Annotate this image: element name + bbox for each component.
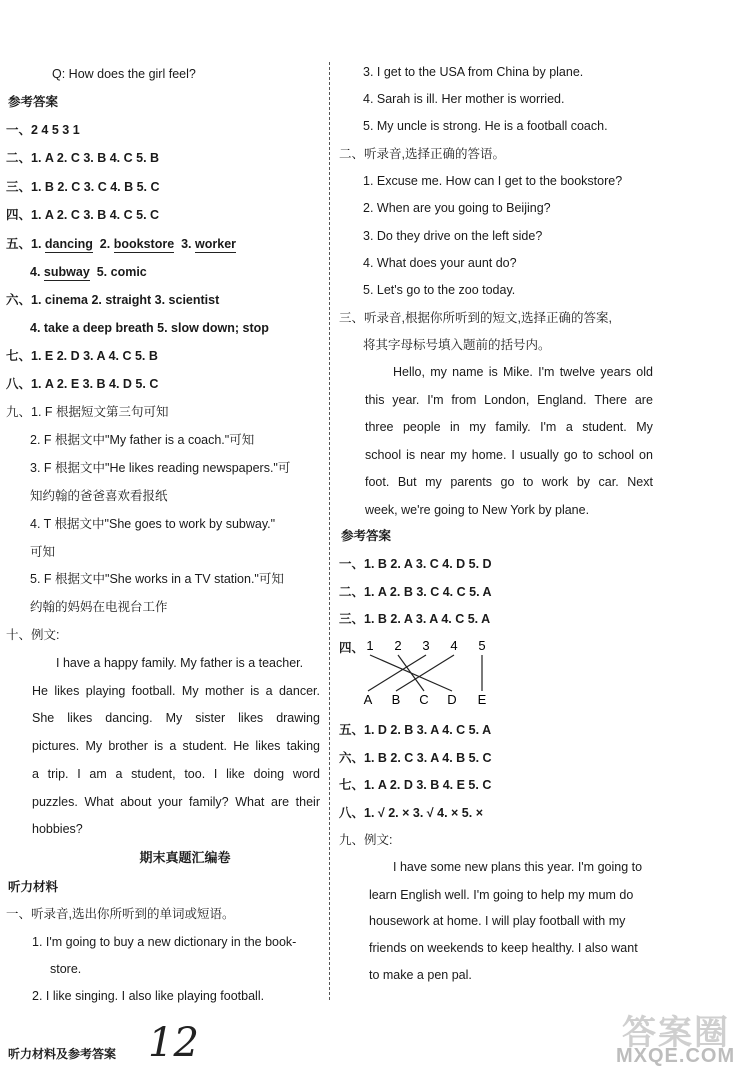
passage-word: are bbox=[634, 392, 653, 407]
answer-section-9-item-4b: 可知 bbox=[30, 545, 56, 559]
essay-line bbox=[32, 766, 320, 782]
answer-word-bookstore: bookstore bbox=[113, 237, 175, 251]
answer-section-4: 四、1. A 2. C 3. B 4. C 5. C bbox=[6, 208, 160, 222]
passage-word: this bbox=[365, 392, 385, 407]
right-answer-2: 二、1. A 2. B 3. C 4. C 5. A bbox=[339, 585, 492, 599]
passage-word: is bbox=[406, 447, 416, 462]
passage-word: parents bbox=[450, 475, 493, 489]
answer-section-1: 一、2 4 5 3 1 bbox=[6, 123, 80, 137]
listening-section-2-item-4: 4. What does your aunt do? bbox=[363, 256, 517, 270]
listening-item-1a: 1. I'm going to buy a new dictionary in the book- bbox=[32, 935, 297, 949]
answer-section-9-item-1: 九、1. F 根据短文第三句可知 bbox=[6, 405, 169, 419]
essay-word: like bbox=[226, 766, 245, 781]
passage-word: work bbox=[541, 475, 569, 489]
passage-word: in bbox=[450, 420, 460, 434]
essay-line bbox=[32, 710, 320, 726]
passage-word: name bbox=[452, 365, 484, 379]
passage-line bbox=[393, 364, 653, 380]
passage-word: England. bbox=[537, 392, 587, 407]
handwritten-page-number: 12 bbox=[148, 1020, 199, 1066]
passage-word: Mike. bbox=[503, 365, 533, 379]
essay-word: mother bbox=[204, 683, 244, 698]
answer-heading: 参考答案 bbox=[8, 95, 59, 109]
column-divider bbox=[329, 62, 330, 1000]
passage-word: school bbox=[597, 447, 635, 462]
essay-word: drawing bbox=[276, 711, 320, 726]
answer-section-8: 八、1. A 2. E 3. B 4. D 5. C bbox=[6, 377, 159, 391]
passage-word: twelve bbox=[559, 365, 596, 379]
essay-word: doing bbox=[253, 766, 285, 781]
answer-rest: 5. comic bbox=[96, 265, 147, 279]
passage-word: my bbox=[425, 475, 442, 489]
passage-word: Next bbox=[627, 475, 653, 489]
essay-word: likes bbox=[67, 711, 93, 726]
essay-word: pictures. bbox=[32, 739, 80, 754]
listening-section-1: 一、听录音,选出你所听到的单词或短语。 bbox=[6, 907, 235, 921]
essay-word: student, bbox=[131, 766, 176, 781]
passage-word: school bbox=[365, 447, 402, 462]
answer-word-worker: worker bbox=[195, 237, 237, 251]
passage-line: week, we're going to New York by plane. bbox=[365, 502, 590, 517]
essay2-line-1: I have some new plans this year. I'm going to bbox=[393, 860, 643, 874]
match-top-label: 3 bbox=[422, 640, 430, 653]
essay-word: trip. bbox=[47, 766, 69, 781]
watermark-logo bbox=[610, 1005, 750, 1071]
essay-line bbox=[32, 794, 320, 810]
passage-word: family. bbox=[495, 420, 531, 434]
answer-section-9-item-3a: 3. F 根据文中"He likes reading newspapers."可 bbox=[30, 461, 291, 475]
passage-word: car. bbox=[598, 475, 619, 489]
essay-word: playing bbox=[85, 683, 126, 698]
answer-section-6b: 4. take a deep breath 5. slow down; stop bbox=[30, 321, 269, 335]
listening-item-4: 4. Sarah is ill. Her mother is worried. bbox=[363, 92, 565, 106]
essay-word: likes bbox=[54, 683, 80, 698]
listening-section-2: 二、听录音,选择正确的答语。 bbox=[339, 147, 505, 161]
right-answer-8: 八、1. √ 2. × 3. √ 4. × 5. × bbox=[339, 806, 484, 820]
essay-line bbox=[32, 683, 320, 699]
essay-word: about bbox=[120, 794, 152, 809]
essay-word: likes bbox=[238, 711, 264, 726]
essay-word: He bbox=[233, 739, 250, 754]
match-top-label: 2 bbox=[394, 640, 402, 653]
essay2-line-4: friends on weekends to keep healthy. I also want bbox=[369, 941, 638, 955]
right-answer-6: 六、1. B 2. C 3. A 4. B 5. C bbox=[339, 751, 492, 765]
right-answer-5: 五、1. D 2. B 3. A 4. C 5. A bbox=[339, 723, 492, 737]
passage-word: my bbox=[469, 420, 486, 434]
answer-section-9-item-5b: 约翰的妈妈在电视台工作 bbox=[30, 600, 168, 614]
essay-word: likes bbox=[255, 739, 281, 754]
listening-section-3a: 三、听录音,根据你所听到的短文,选择正确的答案, bbox=[339, 311, 612, 325]
passage-word: a bbox=[565, 420, 573, 434]
exam-title: 期末真题汇编卷 bbox=[139, 850, 231, 865]
match-line bbox=[368, 655, 426, 691]
passage-word: on bbox=[639, 447, 653, 462]
essay-word: a bbox=[265, 683, 273, 698]
match-bottom-label: D bbox=[447, 692, 457, 707]
essay-word: sister bbox=[195, 711, 226, 726]
match-top-label: 5 bbox=[478, 640, 486, 653]
essay-word: He bbox=[32, 683, 48, 698]
listening-item-1b: store. bbox=[50, 962, 82, 976]
matching-lines bbox=[368, 655, 482, 691]
passage-line bbox=[365, 419, 653, 435]
essay-word: dancer. bbox=[278, 683, 320, 698]
essay-word: word bbox=[292, 766, 320, 781]
passage-word: years bbox=[600, 365, 631, 379]
match-line bbox=[396, 655, 454, 691]
essay-word: football. bbox=[131, 683, 176, 698]
section-5-prefix: 五、1. bbox=[6, 237, 42, 251]
essay-word: My bbox=[181, 683, 199, 698]
essay-word: is bbox=[154, 739, 164, 754]
match-top-label: 1 bbox=[366, 640, 374, 653]
passage-word: I'm bbox=[540, 420, 557, 434]
answer-word-dancing: dancing bbox=[44, 237, 93, 251]
match-bottom-label: C bbox=[419, 692, 429, 707]
essay-word: What bbox=[235, 794, 265, 809]
answer-section-3: 三、1. B 2. C 3. C 4. B 5. C bbox=[6, 180, 160, 194]
essay-word: family? bbox=[189, 794, 229, 809]
passage-word: to bbox=[522, 475, 534, 489]
passage-word: I'm bbox=[538, 365, 555, 379]
essay-word: your bbox=[158, 794, 183, 809]
essay2-line-3: housework at home. I will play football with my bbox=[369, 914, 626, 928]
right-answer-7: 七、1. A 2. D 3. B 4. E 5. C bbox=[339, 778, 492, 792]
answer-section-2: 二、1. A 2. C 3. B 4. C 5. B bbox=[6, 151, 160, 165]
answer-number-2: 2. bbox=[99, 237, 111, 251]
passage-word: year. bbox=[392, 392, 420, 407]
passage-word: by bbox=[576, 475, 591, 489]
essay-line bbox=[32, 738, 320, 754]
answer-section-9-item-5a: 5. F 根据文中"She works in a TV station."可知 bbox=[30, 572, 284, 586]
listening-section-2-item-3: 3. Do they drive on the left side? bbox=[363, 229, 543, 243]
essay-word: What bbox=[84, 794, 114, 809]
answer-section-9-item-4a: 4. T 根据文中"She goes to work by subway." bbox=[30, 517, 276, 531]
essay-line: I have a happy family. My father is a teacher. bbox=[56, 656, 304, 670]
page-footer: 听力材料及参考答案 bbox=[8, 1047, 117, 1061]
match-bottom-label: B bbox=[391, 692, 401, 707]
answer-section-9-item-3b: 知约翰的爸爸喜欢看报纸 bbox=[30, 489, 168, 503]
essay-word: puzzles. bbox=[32, 794, 78, 809]
essay-word: taking bbox=[286, 739, 320, 754]
answer-number-3: 3. bbox=[181, 237, 192, 251]
passage-word: my bbox=[450, 447, 467, 462]
essay-word: a bbox=[115, 766, 123, 781]
question-line: Q: How does the girl feel? bbox=[52, 67, 196, 81]
passage-word: to bbox=[582, 447, 593, 462]
essay-word: student. bbox=[182, 739, 228, 754]
right-answer-3: 三、1. B 2. A 3. A 4. C 5. A bbox=[339, 612, 491, 626]
listening-section-3b: 将其字母标号填入题前的括号内。 bbox=[363, 338, 551, 352]
passage-word: from bbox=[451, 392, 477, 407]
watermark-url: MXQE.COM bbox=[616, 1045, 736, 1067]
passage-word: three bbox=[365, 420, 394, 434]
essay-word: She bbox=[32, 711, 55, 726]
passage-word: foot. bbox=[365, 475, 390, 489]
right-answer-4-label: 四、 bbox=[339, 641, 365, 655]
essay-word: I bbox=[77, 766, 81, 781]
match-bottom-label: A bbox=[363, 692, 373, 707]
answer-section-5 bbox=[6, 236, 236, 252]
passage-word: my bbox=[430, 365, 447, 379]
right-answer-9: 九、例文: bbox=[339, 833, 393, 847]
passage-line bbox=[365, 447, 653, 463]
listening-section-2-item-5: 5. Let's go to the zoo today. bbox=[363, 283, 516, 297]
listening-item-3: 3. I get to the USA from China by plane. bbox=[363, 65, 584, 79]
passage-word: I'm bbox=[427, 392, 444, 407]
passage-word: usually bbox=[519, 447, 559, 462]
answer-section-10: 十、例文: bbox=[6, 628, 60, 642]
match-line bbox=[398, 655, 424, 691]
essay-word: brother bbox=[108, 739, 148, 754]
essay-word: a bbox=[169, 739, 177, 754]
essay-word: their bbox=[295, 794, 320, 809]
essay2-line-2: learn English well. I'm going to help my mum do bbox=[369, 888, 634, 902]
answer-heading-right: 参考答案 bbox=[341, 529, 392, 543]
passage-line bbox=[365, 474, 653, 490]
answer-word-subway: subway bbox=[43, 265, 90, 279]
essay-word: too. bbox=[184, 766, 206, 781]
listening-heading: 听力材料 bbox=[8, 880, 59, 894]
essay-word: is bbox=[250, 683, 260, 698]
passage-word: Hello, bbox=[393, 365, 425, 379]
match-top-label: 4 bbox=[450, 640, 458, 653]
essay-word: My bbox=[165, 711, 183, 726]
essay-word: My bbox=[85, 739, 103, 754]
answer-section-6a: 六、1. cinema 2. straight 3. scientist bbox=[6, 293, 220, 307]
passage-line bbox=[365, 392, 653, 408]
passage-word: home. bbox=[471, 447, 507, 462]
passage-word: I bbox=[511, 447, 515, 462]
watermark-text: 答案圈 bbox=[622, 1014, 730, 1052]
match-bottom-label: E bbox=[477, 692, 487, 707]
passage-word: old bbox=[636, 365, 653, 379]
listening-section-2-item-1: 1. Excuse me. How can I get to the bookstore? bbox=[363, 174, 623, 188]
passage-word: go bbox=[500, 475, 515, 489]
essay-word: a bbox=[32, 766, 39, 781]
listening-section-2-item-2: 2. When are you going to Beijing? bbox=[363, 201, 551, 215]
essay-word: dancing. bbox=[105, 711, 153, 726]
passage-word: London, bbox=[484, 392, 530, 407]
passage-word: There bbox=[594, 392, 628, 407]
essay-word: are bbox=[271, 794, 290, 809]
passage-word: But bbox=[397, 475, 417, 489]
right-answer-1: 一、1. B 2. A 3. C 4. D 5. D bbox=[339, 557, 492, 571]
passage-word: go bbox=[563, 447, 578, 462]
essay-word: am bbox=[89, 766, 107, 781]
essay-word: I bbox=[213, 766, 218, 781]
answer-section-9-item-2: 2. F 根据文中"My father is a coach."可知 bbox=[30, 433, 255, 447]
answer-section-5b bbox=[30, 264, 147, 280]
passage-word: near bbox=[420, 447, 446, 462]
passage-word: My bbox=[636, 420, 653, 434]
answer-section-7: 七、1. E 2. D 3. A 4. C 5. B bbox=[6, 349, 158, 363]
listening-item-5: 5. My uncle is strong. He is a football coach. bbox=[363, 119, 608, 133]
matching-diagram bbox=[358, 640, 508, 710]
passage-word: is bbox=[488, 365, 498, 379]
passage-word: student. bbox=[582, 420, 627, 434]
passage-word: people bbox=[402, 420, 441, 434]
essay2-line-5: to make a pen pal. bbox=[369, 968, 472, 982]
essay-line: hobbies? bbox=[32, 822, 83, 837]
listening-item-2: 2. I like singing. I also like playing football. bbox=[32, 989, 265, 1003]
answer-number-4: 4. bbox=[30, 265, 41, 279]
